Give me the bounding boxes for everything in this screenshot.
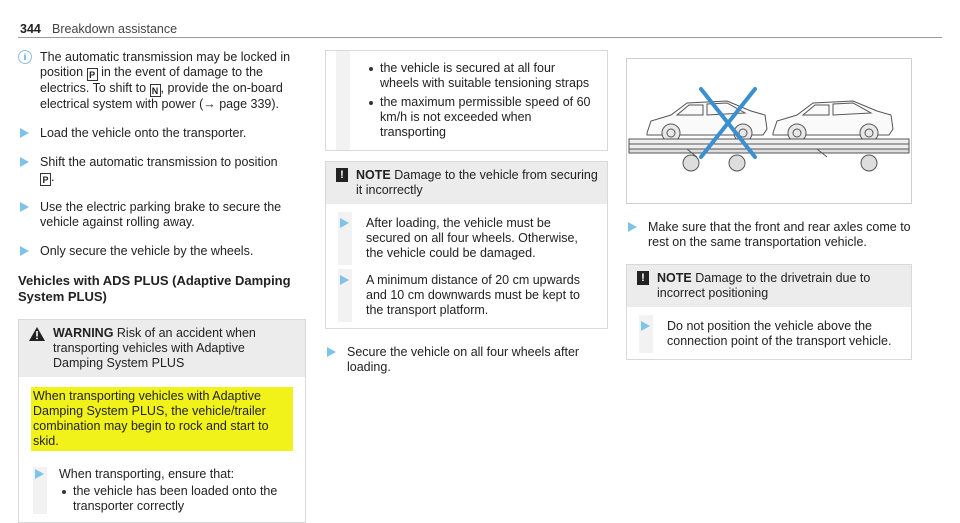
notice-exclamation-icon: ! bbox=[336, 168, 348, 182]
transporter-deck bbox=[629, 139, 909, 171]
gear-n-icon: N bbox=[150, 84, 161, 97]
notice-box-drivetrain bbox=[626, 264, 912, 360]
warning-label: WARNING bbox=[53, 326, 114, 340]
warning-step: When transporting, ensure that: the vehicle has been loaded onto the transporter correctly bbox=[31, 467, 295, 514]
warning-continuation bbox=[325, 50, 608, 151]
notice-text: Damage to the drivetrain due to incorrect positioning bbox=[657, 271, 871, 300]
subheading-ads-plus: Vehicles with ADS PLUS (Adaptive Damping System PLUS) bbox=[18, 273, 291, 304]
gear-p-icon: P bbox=[87, 68, 98, 81]
step-arrow-icon bbox=[628, 222, 637, 232]
step-arrow-icon bbox=[20, 246, 29, 256]
notice-step: After loading, the vehicle must be secured on all four wheels. Otherwise, the vehicle could be damaged. bbox=[336, 216, 597, 261]
notice-label: NOTE bbox=[657, 271, 692, 285]
step-load-vehicle: Load the vehicle onto the transporter. bbox=[18, 126, 306, 141]
step-arrow-icon bbox=[35, 469, 44, 479]
step-arrow-icon bbox=[20, 128, 29, 138]
bullet-item: the maximum permissible speed of 60 km/h is not exceeded when transporting bbox=[366, 95, 597, 140]
notice-header bbox=[326, 162, 607, 204]
step-arrow-icon bbox=[641, 321, 650, 331]
column-1 bbox=[18, 50, 306, 523]
warning-triangle-icon bbox=[29, 327, 45, 341]
info-note: i The automatic transmission may be locked in position P in the event of damage to the electrics. To shift to N , provide the on-board electrical system with power (→ page 339). bbox=[18, 50, 306, 112]
notice-text: Damage to the vehicle from securing it incorrectly bbox=[356, 168, 598, 197]
right-car-icon bbox=[773, 101, 893, 142]
page-ref-arrow-icon: → bbox=[203, 97, 216, 111]
notice-header bbox=[627, 265, 911, 307]
step-secure-after-loading: Secure the vehicle on all four wheels after loading. bbox=[325, 345, 608, 375]
warning-header bbox=[19, 320, 305, 377]
warning-highlight: When transporting vehicles with Adaptive Damping System PLUS, the vehicle/trailer combination may begin to rock and start to skid. bbox=[31, 387, 293, 451]
step-arrow-icon bbox=[340, 275, 349, 285]
page-header bbox=[18, 16, 942, 38]
warning-box bbox=[18, 319, 306, 523]
gear-p-icon: P bbox=[40, 173, 51, 186]
step-arrow-icon bbox=[20, 157, 29, 167]
left-car-icon bbox=[647, 101, 767, 142]
page-number: 344 bbox=[20, 22, 41, 36]
page-reference-link[interactable]: page 339). bbox=[219, 97, 280, 111]
step-parking-brake: Use the electric parking brake to secure the vehicle against rolling away. bbox=[18, 200, 306, 230]
warning-text: Risk of an accident when transporting vehicles with Adaptive Damping System PLUS bbox=[53, 326, 256, 370]
notice-exclamation-icon: ! bbox=[637, 271, 649, 285]
transporter-illustration bbox=[626, 58, 912, 204]
column-2 bbox=[325, 50, 608, 389]
notice-step: Do not position the vehicle above the connection point of the transport vehicle. bbox=[637, 319, 901, 349]
step-axles-same-vehicle: Make sure that the front and rear axles come to rest on the same transportation vehicle. bbox=[626, 220, 912, 250]
step-arrow-icon bbox=[340, 218, 349, 228]
step-shift-to-p: Shift the automatic transmission to position P . bbox=[18, 155, 306, 186]
info-icon: i bbox=[18, 50, 32, 64]
bullet-item: the vehicle is secured at all four wheels with suitable tensioning straps bbox=[366, 61, 597, 91]
step-secure-wheels: Only secure the vehicle by the wheels. bbox=[18, 244, 306, 259]
notice-box bbox=[325, 161, 608, 329]
step-arrow-icon bbox=[327, 347, 336, 357]
car-transporter-diagram bbox=[627, 59, 911, 203]
section-title: Breakdown assistance bbox=[52, 22, 178, 36]
step-arrow-icon bbox=[20, 202, 29, 212]
notice-step: A minimum distance of 20 cm upwards and 10 cm downwards must be kept to the transport platform. bbox=[336, 273, 597, 318]
bullet-item: the vehicle has been loaded onto the transporter correctly bbox=[59, 484, 295, 514]
column-3 bbox=[626, 58, 912, 360]
notice-label: NOTE bbox=[356, 168, 391, 182]
